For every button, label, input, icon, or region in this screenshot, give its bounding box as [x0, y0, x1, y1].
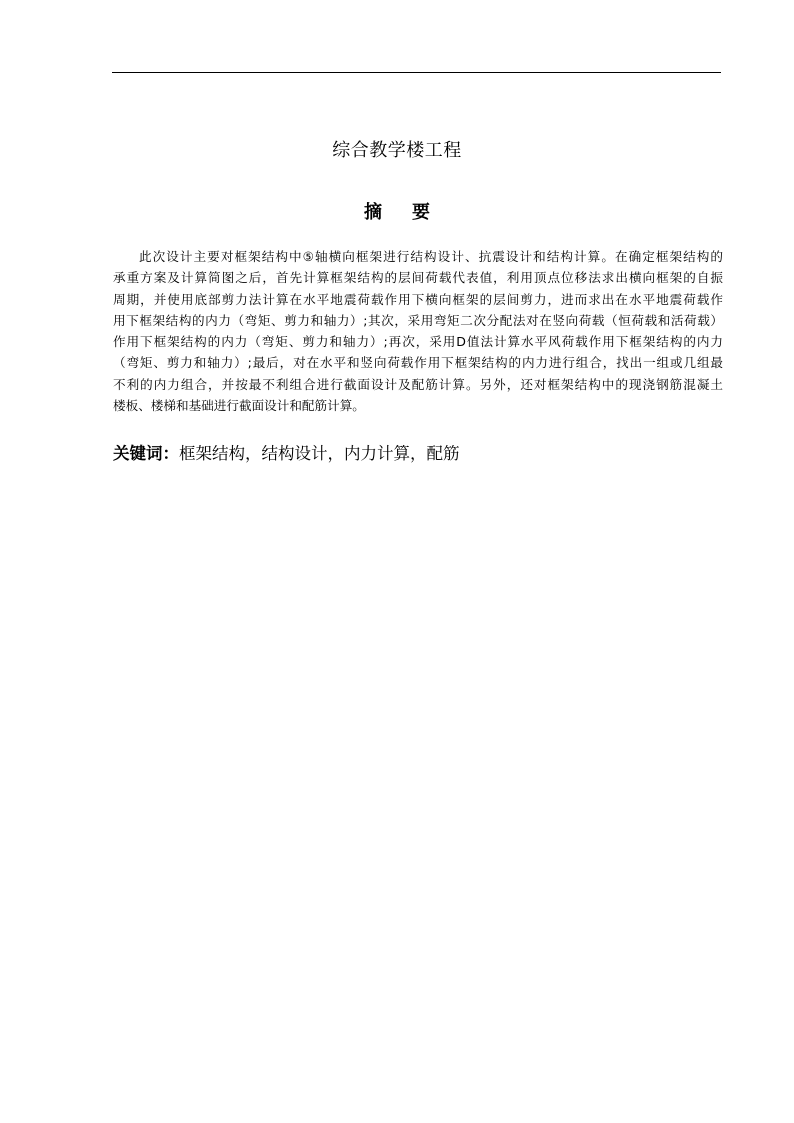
abstract-line: 不利的内力组合，并按最不利组合进行截面设计及配筋计算。另外，还对框架结构中的现浇钢筋混凝土	[113, 376, 723, 392]
abstract-heading-char-1: 摘	[364, 202, 382, 223]
keywords-label: 关键词：	[113, 444, 179, 463]
header-rule	[112, 72, 721, 73]
abstract-line: 承重方案及计算简图之后，首先计算框架结构的层间荷载代表值，利用顶点位移法求出横向框架的自振	[113, 270, 723, 286]
keywords	[113, 441, 460, 467]
abstract-heading-char-2: 要	[412, 202, 430, 223]
abstract-heading	[0, 200, 794, 226]
abstract-line: 此次设计主要对框架结构中⑤轴横向框架进行结构设计、抗震设计和结构计算。在确定框架结构的	[139, 249, 723, 264]
abstract-line: 用下框架结构的内力（弯矩、剪力和轴力）;其次，采用弯矩二次分配法对在竖向荷载（恒荷载和活荷载）	[113, 312, 723, 328]
abstract-line: 周期，并使用底部剪力法计算在水平地震荷载作用下横向框架的层间剪力，进而求出在水平地震荷载作	[113, 291, 723, 307]
document-title: 综合教学楼工程	[332, 140, 462, 161]
abstract-line: （弯矩、剪力和轴力）;最后，对在水平和竖向荷载作用下框架结构的内力进行组合，找出一组或几组最	[113, 355, 723, 371]
abstract-line: 楼板、楼梯和基础进行截面设计和配筋计算。	[113, 398, 365, 414]
abstract-body	[113, 246, 723, 416]
keywords-text: 框架结构，结构设计，内力计算，配筋	[179, 444, 460, 463]
abstract-line: 作用下框架结构的内力（弯矩、剪力和轴力）;再次，采用D值法计算水平风荷载作用下框架结构的内力	[113, 334, 723, 350]
